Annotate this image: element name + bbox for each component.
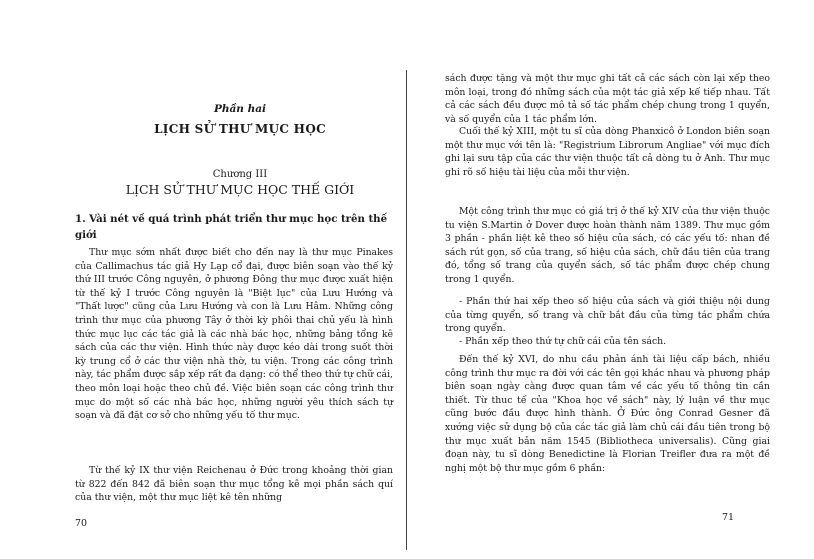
right-paragraph-2: Cuối thế kỷ XIII, một tu sĩ của dòng Phanxicô ở London biên soạn một thư mục với tên là: "Registrium Librorum Angliae" với mục đích ghi lại sưu tập của các thư viện thuộc tất cả dòng tu ở Anh. Thư mục ghi rõ số hiệu tài liệu của mỗi thư viện. [445, 126, 770, 178]
right-paragraph-4: - Phần thứ hai xếp theo số hiệu của sách và giới thiệu nội dung của từng quyển, số trang và chữ bắt đầu của từng tác phẩm chứa trong quyển. [445, 296, 770, 335]
section-heading: 1. Vài nét về quá trình phát triển thư mục học trên thế giới [75, 213, 388, 241]
right-paragraph-6: Đến thế kỷ XVI, do nhu cầu phản ánh tài liệu cấp bách, nhiều công trình thư mục ra đời với các tên gọi khác nhau và phương pháp biên soạn ngày càng được quan tâm về các yếu tố thông tin cần thiết. Từ thuc tế của "Khoa học về sách" này, lý luận về thư mục cũng bước đầu được hình thành. Ở Đức ông Conrad Gesner đã xướng việc sử dụng bộ của các tác giả làm chủ cái đầu tiên trong bộ thư mục xuất bản năm 1545 (Bibliotheca universalis). Cũng giai đoạn này, tu sĩ dòng Benedictine là Florian Treifler đưa ra một đề nghị một bộ thư mục gồm 6 phần: [445, 354, 770, 474]
right-paragraph-3: Một công trình thư mục có giá trị ở thế kỷ XIV của thư viện thuộc tu viện S.Martin ở Dover được hoàn thành năm 1389. Thư mục gồm 3 phần - phần liệt kê theo số hiệu của sách, có các yếu tố: nhan đề sách rút gọn, số của trang, số hiệu của sách, chữ đầu tiên của trang đó, tổng số trang của quyển sách, số tác phẩm được chép chung trong 1 quyển. [445, 206, 770, 285]
page-number-right: 71 [722, 512, 735, 523]
part-title: LỊCH SỬ THƯ MỤC HỌC [154, 122, 326, 136]
chapter-title: LỊCH SỬ THƯ MỤC HỌC THẾ GIỚI [125, 182, 355, 197]
left-paragraph-1: Thư mục sớm nhất được biết cho đến nay là thư mục Pinakes của Callimachus tác giả Hy Lạp cổ đại, được biên soạn vào thế kỷ thứ III trước Công nguyên, ở phương Đông thư mục được xuất hiện từ thế kỷ I trước Công nguyên là "Biệt lục" của Lưu Hướng và "Thất lược" cũng của Lưu Hướng và con là Lưu Hâm. Những công trình thư mục của phương Tây ở thời kỳ phôi thai chủ yếu là hình thức mục lục các tác giả là các nhà bác học, những bảng tổng kê sách của các thư viện. Hình thức này được kéo dài trong suốt thời kỳ trung cổ ở các thư viện nhà thờ, tu viện. Trong các công trình này, tác phẩm được sắp xếp rất đa dạng: có thể theo thứ tự chữ cái, theo môn loại hoặc theo chủ đề. Việc biên soạn các công trình thư mục do một số các nhà bác học, những người yêu thích sách tự soạn và đã đặt cơ sở cho những yếu tố thư mục. [75, 247, 393, 422]
right-paragraph-5: - Phần xếp theo thứ tự chữ cái của tên sách. [459, 336, 667, 347]
part-label: Phần hai [213, 103, 267, 115]
page-number-left: 70 [75, 518, 88, 529]
right-paragraph-1: sách được tặng và một thư mục ghi tất cả các sách còn lại xếp theo môn loại, trong đó những sách của một tác giả xếp kế tiếp nhau. Tất cả các sách đều được mô tả số tác phẩm chép chung trong 1 quyển, và số quyển của 1 tác phẩm lớn. [445, 73, 770, 125]
left-paragraph-2: Từ thế kỷ IX thư viện Reichenau ở Đức trong khoảng thời gian từ 822 đến 842 đã biên soạn thư mục tổng kê mọi phần sách quí của thư viện, một thư mục liệt kê tên những [75, 465, 393, 504]
chapter-label: Chương III [212, 169, 268, 180]
